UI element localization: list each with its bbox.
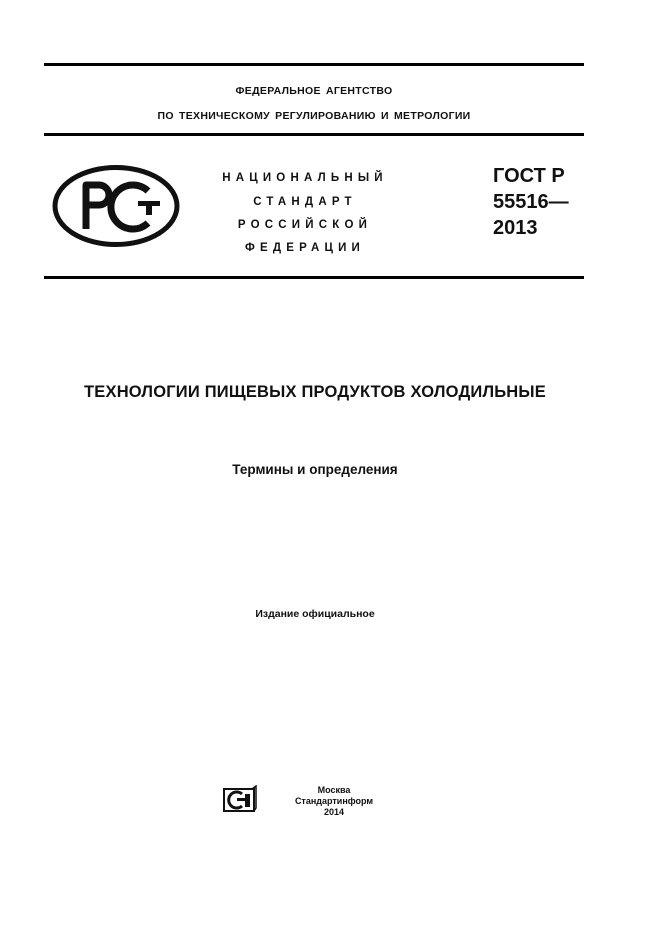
- national-standard-line2: СТАНДАРТ: [253, 196, 357, 208]
- standard-code-line1: ГОСТ Р: [493, 165, 565, 187]
- header-bottom-rule: [44, 276, 584, 279]
- national-standard-line1: НАЦИОНАЛЬНЫЙ: [222, 172, 388, 184]
- header-rule: [44, 133, 584, 136]
- standartinform-logo-icon: [222, 785, 258, 813]
- agency-name-line1: ФЕДЕРАЛЬНОЕ АГЕНТСТВО: [235, 85, 393, 97]
- document-title: ТЕХНОЛОГИИ ПИЩЕВЫХ ПРОДУКТОВ ХОЛОДИЛЬНЫЕ: [84, 383, 546, 401]
- standard-code: [493, 163, 569, 241]
- publisher-city: Москва: [317, 785, 351, 795]
- standard-code-line2: 55516—: [493, 191, 569, 213]
- publisher-year: 2014: [323, 807, 345, 817]
- agency-name-line2: ПО ТЕХНИЧЕСКОМУ РЕГУЛИРОВАНИЮ И МЕТРОЛОГИИ: [157, 110, 471, 122]
- publisher-block: [284, 785, 384, 818]
- top-rule: [44, 63, 584, 66]
- document-subtitle: Термины и определения: [232, 462, 398, 477]
- rst-certification-mark-icon: [52, 165, 180, 247]
- national-standard-line3: РОССИЙСКОЙ: [237, 219, 373, 231]
- national-standard-line4: ФЕДЕРАЦИИ: [244, 242, 366, 254]
- edition-note: Издание официальное: [255, 608, 375, 620]
- standard-code-line3: 2013: [493, 217, 538, 239]
- publisher-name: Стандартинформ: [294, 796, 374, 806]
